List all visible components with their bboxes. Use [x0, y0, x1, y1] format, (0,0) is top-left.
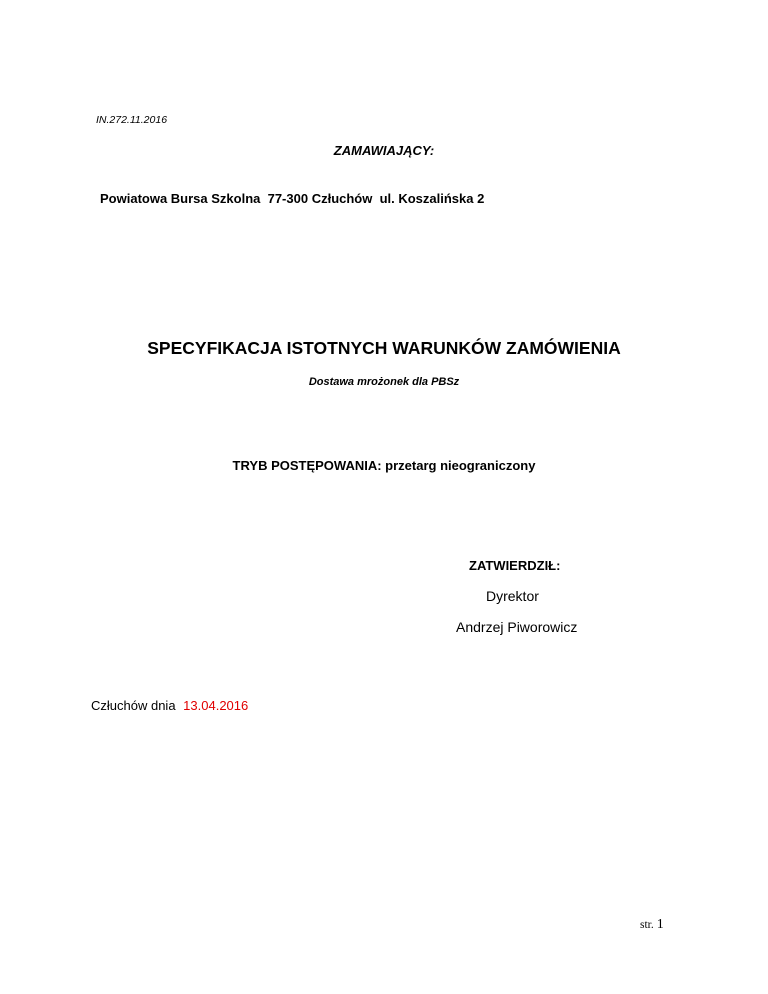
page-number-value: 1 — [656, 917, 664, 932]
place-and-date — [91, 698, 248, 713]
place-label: Człuchów dnia — [91, 698, 176, 713]
page-number — [640, 917, 664, 933]
approver-role: Dyrektor — [486, 588, 539, 604]
document-title: SPECYFIKACJA ISTOTNYCH WARUNKÓW ZAMÓWIENIA — [147, 338, 621, 358]
page-label: str. — [640, 919, 654, 931]
ordering-party-heading: ZAMAWIAJĄCY: — [333, 143, 435, 158]
procedure-mode: TRYB POSTĘPOWANIA: przetarg nieograniczony — [232, 458, 536, 473]
document-subtitle: Dostawa mrożonek dla PBSz — [308, 376, 460, 388]
approval-label: ZATWIERDZIŁ: — [469, 558, 561, 573]
approver-name: Andrzej Piworowicz — [456, 619, 578, 635]
issue-date: 13.04.2016 — [183, 698, 249, 713]
ordering-party-address: Powiatowa Bursa Szkolna 77-300 Człuchów ul. Koszalińska 2 — [100, 191, 485, 206]
reference-number: IN.272.11.2016 — [96, 114, 168, 126]
